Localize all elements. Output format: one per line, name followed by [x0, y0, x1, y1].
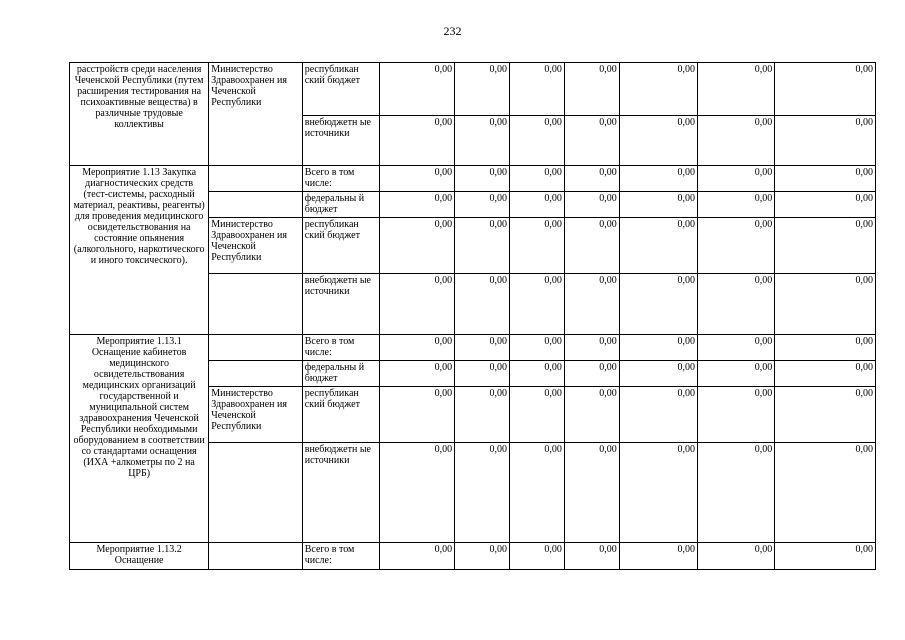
value-cell: 0,00	[619, 218, 697, 274]
value-cell: 0,00	[619, 274, 697, 335]
value-cell: 0,00	[698, 361, 775, 387]
value-cell: 0,00	[379, 335, 454, 361]
value-cell: 0,00	[619, 335, 697, 361]
source-cell: Всего в том числе:	[302, 543, 379, 570]
value-cell: 0,00	[379, 361, 454, 387]
executor-cell	[209, 543, 303, 570]
measure-cell: Мероприятие 1.13.2 Оснащение	[70, 543, 209, 570]
value-cell: 0,00	[564, 361, 619, 387]
value-cell: 0,00	[379, 218, 454, 274]
measure-cell: Мероприятие 1.13.1 Оснащение кабинетов медицинского освидетельствования медицинских организаций государственной и муниципальной систем здравоохранения Чеченской Республики необходимыми оборудованием в соответствии со стандартами оснащения (ИХА +алкометры по 2 на ЦРБ)	[70, 335, 209, 543]
value-cell: 0,00	[455, 335, 510, 361]
value-cell: 0,00	[619, 443, 697, 543]
value-cell: 0,00	[510, 274, 565, 335]
value-cell: 0,00	[698, 218, 775, 274]
value-cell: 0,00	[775, 192, 876, 218]
value-cell: 0,00	[698, 63, 775, 116]
source-cell: федеральны й бюджет	[302, 192, 379, 218]
source-cell: внебюджетн ые источники	[302, 274, 379, 335]
value-cell: 0,00	[698, 443, 775, 543]
value-cell: 0,00	[698, 274, 775, 335]
value-cell: 0,00	[698, 543, 775, 570]
value-cell: 0,00	[510, 543, 565, 570]
value-cell: 0,00	[455, 274, 510, 335]
value-cell: 0,00	[510, 63, 565, 116]
value-cell: 0,00	[698, 166, 775, 192]
value-cell: 0,00	[510, 387, 565, 443]
executor-cell	[209, 274, 303, 335]
value-cell: 0,00	[619, 192, 697, 218]
executor-cell	[209, 335, 303, 361]
value-cell: 0,00	[564, 218, 619, 274]
value-cell: 0,00	[510, 116, 565, 166]
executor-cell	[209, 192, 303, 218]
value-cell: 0,00	[619, 116, 697, 166]
measure-cell: Мероприятие 1.13 Закупка диагностических средств (тест-системы, расходный материал, реактивы, реагенты) для проведения медицинского освидетельствования на состояние опьянения (алкогольного, наркотического и иного токсического).	[70, 166, 209, 335]
value-cell: 0,00	[564, 63, 619, 116]
value-cell: 0,00	[564, 274, 619, 335]
value-cell: 0,00	[455, 218, 510, 274]
page-number: 232	[443, 24, 462, 38]
value-cell: 0,00	[379, 274, 454, 335]
value-cell: 0,00	[379, 192, 454, 218]
value-cell: 0,00	[775, 166, 876, 192]
executor-cell: Министерство Здравоохранен ия Чеченской Республики	[209, 63, 303, 166]
value-cell: 0,00	[379, 116, 454, 166]
value-cell: 0,00	[775, 543, 876, 570]
value-cell: 0,00	[564, 443, 619, 543]
value-cell: 0,00	[379, 166, 454, 192]
table-row	[70, 543, 876, 570]
executor-cell	[209, 443, 303, 543]
value-cell: 0,00	[564, 543, 619, 570]
source-cell: республикан ский бюджет	[302, 218, 379, 274]
value-cell: 0,00	[379, 63, 454, 116]
executor-cell	[209, 166, 303, 192]
value-cell: 0,00	[564, 387, 619, 443]
value-cell: 0,00	[510, 166, 565, 192]
source-cell: внебюджетн ые источники	[302, 116, 379, 166]
value-cell: 0,00	[510, 335, 565, 361]
table-row	[70, 63, 876, 116]
value-cell: 0,00	[698, 387, 775, 443]
value-cell: 0,00	[379, 387, 454, 443]
source-cell: федеральны й бюджет	[302, 361, 379, 387]
measure-cell: расстройств среди населения Чеченской Республики (путем расширения тестирования на психоактивные вещества) в различные трудовые коллективы	[70, 63, 209, 166]
source-cell: Всего в том числе:	[302, 335, 379, 361]
value-cell: 0,00	[619, 543, 697, 570]
value-cell: 0,00	[455, 192, 510, 218]
executor-cell: Министерство Здравоохранен ия Чеченской Республики	[209, 387, 303, 443]
value-cell: 0,00	[510, 443, 565, 543]
value-cell: 0,00	[564, 116, 619, 166]
value-cell: 0,00	[455, 387, 510, 443]
value-cell: 0,00	[564, 192, 619, 218]
value-cell: 0,00	[510, 361, 565, 387]
value-cell: 0,00	[455, 361, 510, 387]
value-cell: 0,00	[619, 361, 697, 387]
value-cell: 0,00	[775, 116, 876, 166]
value-cell: 0,00	[510, 192, 565, 218]
value-cell: 0,00	[698, 192, 775, 218]
value-cell: 0,00	[564, 166, 619, 192]
value-cell: 0,00	[455, 543, 510, 570]
value-cell: 0,00	[379, 543, 454, 570]
value-cell: 0,00	[698, 335, 775, 361]
value-cell: 0,00	[510, 218, 565, 274]
value-cell: 0,00	[455, 63, 510, 116]
table-row	[70, 166, 876, 192]
value-cell: 0,00	[775, 361, 876, 387]
value-cell: 0,00	[619, 63, 697, 116]
source-cell: республикан ский бюджет	[302, 63, 379, 116]
value-cell: 0,00	[775, 443, 876, 543]
value-cell: 0,00	[775, 63, 876, 116]
executor-cell	[209, 361, 303, 387]
value-cell: 0,00	[455, 166, 510, 192]
source-cell: Всего в том числе:	[302, 166, 379, 192]
value-cell: 0,00	[775, 335, 876, 361]
source-cell: республикан ский бюджет	[302, 387, 379, 443]
value-cell: 0,00	[564, 335, 619, 361]
value-cell: 0,00	[455, 116, 510, 166]
value-cell: 0,00	[775, 218, 876, 274]
value-cell: 0,00	[775, 387, 876, 443]
budget-table	[69, 62, 876, 570]
value-cell: 0,00	[775, 274, 876, 335]
source-cell: внебюджетн ые источники	[302, 443, 379, 543]
table-row	[70, 335, 876, 361]
value-cell: 0,00	[455, 443, 510, 543]
value-cell: 0,00	[619, 166, 697, 192]
value-cell: 0,00	[619, 387, 697, 443]
value-cell: 0,00	[379, 443, 454, 543]
executor-cell: Министерство Здравоохранен ия Чеченской Республики	[209, 218, 303, 274]
value-cell: 0,00	[698, 116, 775, 166]
